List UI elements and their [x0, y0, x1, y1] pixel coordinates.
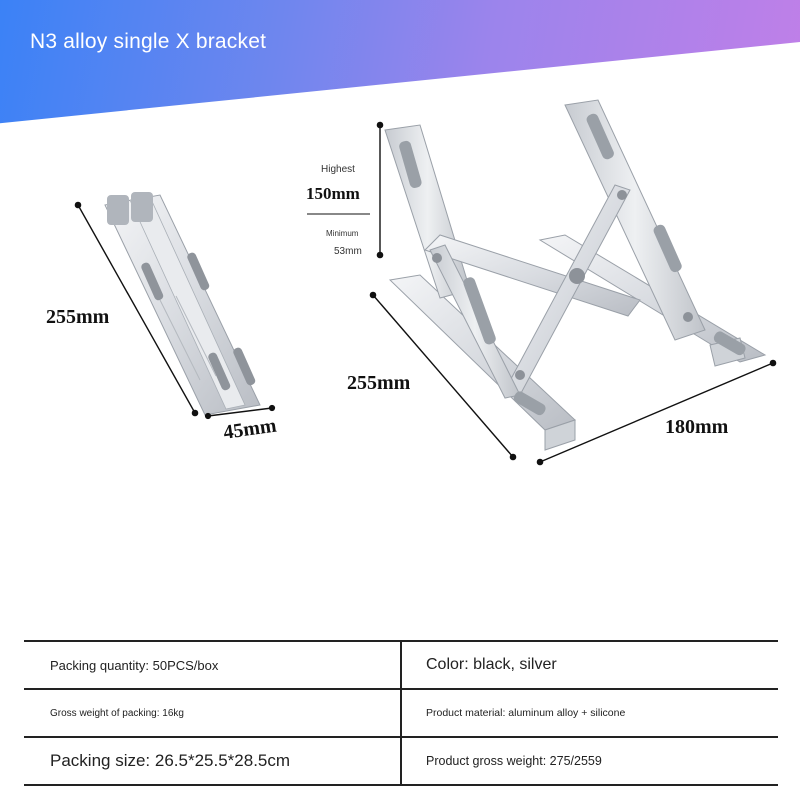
spec-table: [24, 640, 778, 786]
minimum-caption: Minimum: [326, 229, 359, 238]
packing-quantity: Packing quantity: 50PCS/box: [50, 657, 219, 673]
minimum-value: 53mm: [334, 246, 362, 257]
packing-size: Packing size: 26.5*25.5*28.5cm: [50, 751, 291, 770]
folded-stand-image: [105, 192, 260, 415]
open-width-label: 180mm: [665, 416, 729, 438]
gross-weight-packing: Gross weight of packing: 16kg: [50, 707, 184, 719]
color-spec: Color: black, silver: [426, 656, 557, 673]
folded-width-label: 45mm: [222, 414, 278, 444]
table-row: [24, 642, 778, 688]
product-gross-weight: Product gross weight: 275/2559: [426, 754, 602, 768]
highest-value: 150mm: [306, 184, 360, 203]
product-material: Product material: aluminum alloy + silicone: [426, 707, 626, 719]
table-row: [24, 736, 778, 784]
table-row: [24, 688, 778, 736]
open-depth-label: 255mm: [347, 372, 411, 394]
page-title: N3 alloy single X bracket: [30, 30, 267, 53]
open-stand-image: [385, 100, 765, 450]
folded-length-label: 255mm: [46, 306, 110, 328]
highest-caption: Highest: [321, 164, 355, 175]
